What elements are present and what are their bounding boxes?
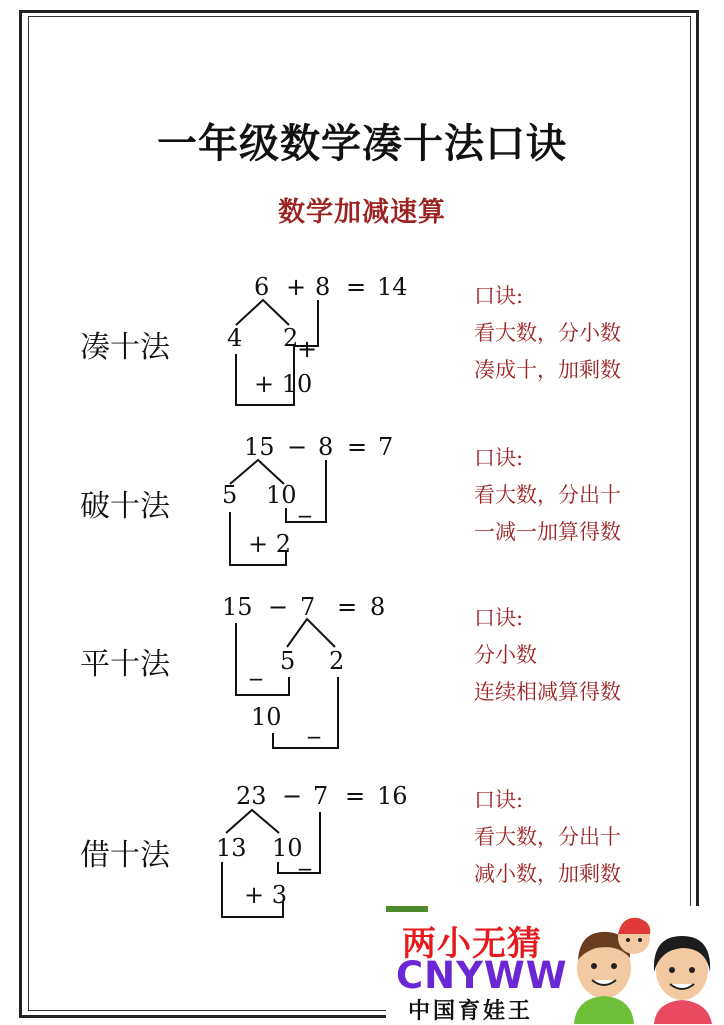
- diagram-4: [216, 782, 408, 917]
- split-left: 4: [227, 324, 243, 352]
- split-right-op: _: [299, 490, 311, 518]
- rhyme-line: 看大数，分出十: [474, 483, 621, 507]
- eq-a: 15: [222, 593, 253, 621]
- split-bottom: 10: [251, 703, 282, 731]
- eq-result: 14: [377, 273, 408, 301]
- method-name-1: 凑十法: [80, 330, 170, 365]
- split-left: 5: [222, 481, 238, 509]
- rhyme-line: 口诀:: [474, 606, 524, 630]
- split-bottom: + 10: [254, 370, 313, 398]
- split-left: 5: [280, 647, 296, 675]
- eq-b: 8: [315, 273, 331, 301]
- brand-chinese-name: 两小无猜: [402, 924, 542, 964]
- eq-result: 8: [370, 593, 386, 621]
- split-right: 2: [283, 324, 299, 352]
- eq-b: 7: [300, 593, 316, 621]
- rhyme-line: 分小数: [474, 643, 537, 667]
- split-branch: [287, 619, 335, 647]
- split-branch: [236, 300, 289, 325]
- eq-a: 15: [244, 433, 275, 461]
- split-right: 2: [329, 647, 345, 675]
- eq-result: 7: [378, 433, 394, 461]
- eq-result: 16: [377, 782, 408, 810]
- eq-b: 8: [318, 433, 334, 461]
- connector: [273, 677, 338, 748]
- split-bottom-op: _: [308, 711, 320, 739]
- rhyme-line: 一减一加算得数: [474, 520, 621, 544]
- split-right: 10: [272, 834, 303, 862]
- rhyme-line: 口诀:: [474, 788, 524, 812]
- eq-a: 23: [236, 782, 267, 810]
- rhyme-line: 口诀:: [474, 284, 524, 308]
- rhyme-line: 凑成十，加剩数: [474, 358, 621, 382]
- brand-watermark: [386, 906, 724, 1024]
- split-bottom: + 2: [248, 530, 292, 558]
- method-name-4: 借十法: [80, 838, 170, 873]
- split-right: 10: [266, 481, 297, 509]
- eq-op: −: [282, 782, 303, 810]
- rhyme-line: 看大数，分小数: [474, 321, 621, 345]
- eq-b: 7: [313, 782, 329, 810]
- rhyme-line: 减小数，加剩数: [474, 862, 621, 886]
- page-subtitle: 数学加减速算: [278, 197, 446, 228]
- brand-english-name: CNYWW: [396, 954, 568, 997]
- brand-accent-bar: [386, 906, 428, 912]
- rhyme-line: 看大数，分出十: [474, 825, 621, 849]
- split-left: 13: [216, 834, 247, 862]
- rhyme-line: 连续相减算得数: [474, 680, 621, 704]
- eq-sign: =: [337, 593, 358, 621]
- diagram-3: [222, 593, 385, 748]
- method-name-2: 破十法: [80, 489, 170, 524]
- eq-sign: =: [345, 782, 366, 810]
- split-left-op: _: [250, 653, 262, 681]
- eq-a: 6: [254, 273, 270, 301]
- cartoon-kids-illustration: [566, 908, 722, 1024]
- brand-tagline: 中国育娃王: [408, 999, 534, 1024]
- rhyme-line: 口诀:: [474, 446, 524, 470]
- eq-op: +: [286, 273, 307, 301]
- split-right-op: _: [299, 843, 311, 871]
- split-right-op: +: [297, 335, 318, 363]
- eq-op: −: [268, 593, 289, 621]
- eq-sign: =: [346, 273, 367, 301]
- diagram-2: [222, 433, 393, 565]
- eq-op: −: [287, 433, 308, 461]
- diagram-1: [227, 273, 408, 405]
- page-title: 一年级数学凑十法口诀: [157, 121, 567, 167]
- split-branch: [226, 810, 279, 833]
- split-bottom: + 3: [244, 881, 288, 909]
- eq-sign: =: [347, 433, 368, 461]
- method-name-3: 平十法: [80, 647, 170, 682]
